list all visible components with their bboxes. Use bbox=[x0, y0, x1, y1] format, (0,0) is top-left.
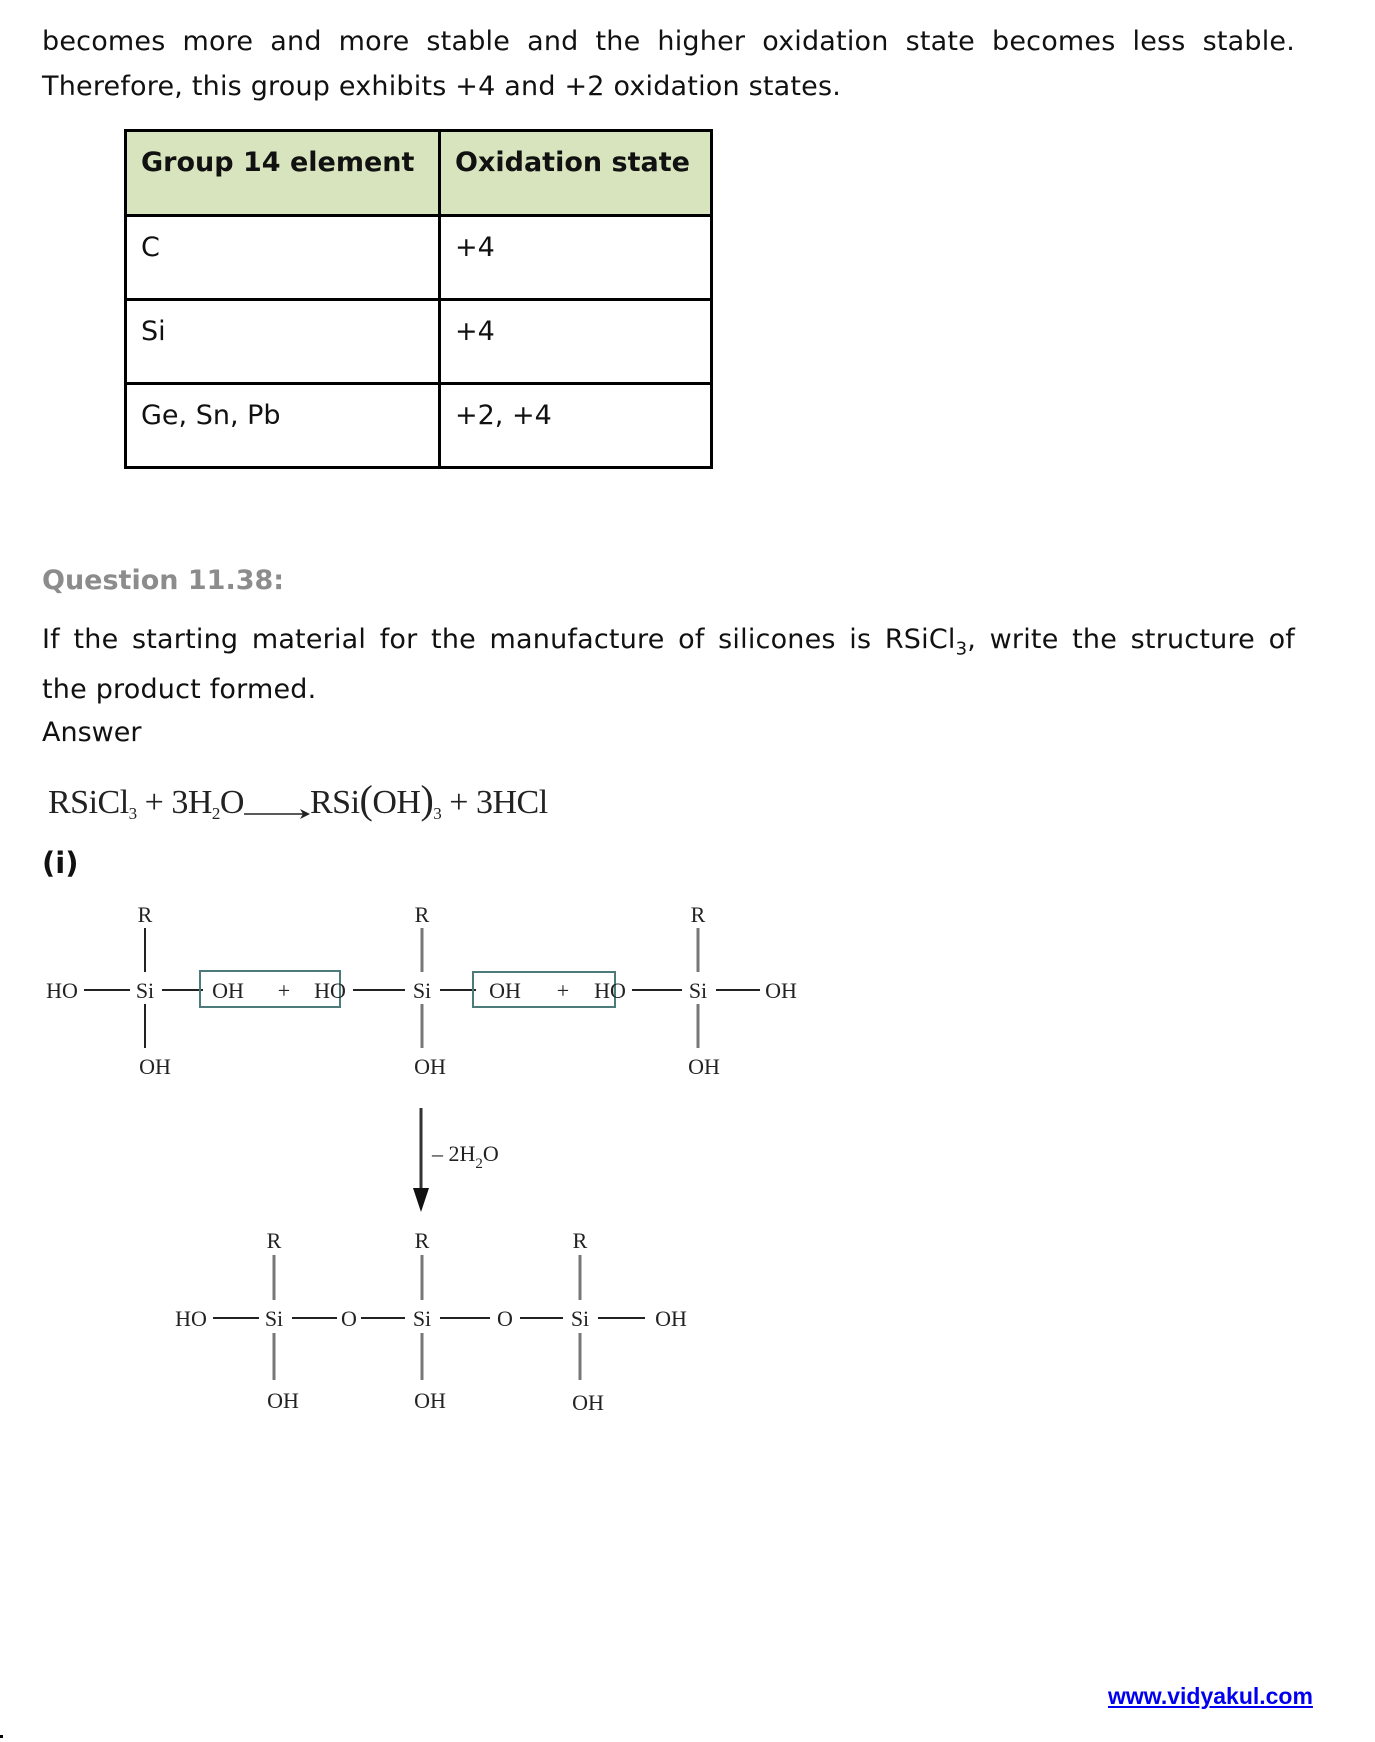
table-row bbox=[126, 216, 712, 300]
r-group: R bbox=[414, 902, 430, 927]
intro-line-1: becomes more and more stable and the higher oxidation state becomes less stable. bbox=[42, 26, 1295, 57]
product-unit-1 bbox=[265, 1228, 299, 1413]
si-atom: Si bbox=[264, 1306, 284, 1331]
question-text-tail: , write the structure of bbox=[967, 624, 1295, 655]
si-atom: Si bbox=[412, 1306, 432, 1331]
r-group: R bbox=[137, 902, 153, 927]
eq-reactant-1-sub: 3 bbox=[128, 804, 137, 823]
eq-product-2: 3HCl bbox=[475, 784, 548, 821]
oxidation-state-table bbox=[124, 129, 713, 469]
table-cell-element: Ge, Sn, Pb bbox=[126, 384, 440, 468]
table-header-row bbox=[126, 131, 712, 216]
vidyakul-link[interactable]: www.vidyakul.com bbox=[1108, 1683, 1313, 1709]
question-title: Question 11.38: bbox=[42, 565, 285, 596]
question-text-main: If the starting material for the manufacture of silicones is RSiCl bbox=[42, 624, 956, 655]
page-artifact-dot bbox=[0, 1735, 3, 1738]
eq-paren-close: ) bbox=[420, 777, 434, 822]
eq-product-1a: RSi bbox=[309, 784, 360, 821]
part-label: (i) bbox=[42, 846, 79, 880]
reactant-unit-1 bbox=[46, 902, 244, 1079]
r-group: R bbox=[266, 1228, 282, 1253]
table-cell-element: C bbox=[126, 216, 440, 300]
condensation-diagram bbox=[0, 880, 820, 1440]
eq-reactant-1: RSiCl bbox=[48, 784, 129, 821]
product-unit-2 bbox=[413, 1228, 446, 1413]
oh-group: OH bbox=[139, 1054, 171, 1079]
table-cell-oxidation: +2, +4 bbox=[440, 384, 712, 468]
oh-group: OH bbox=[688, 1054, 720, 1079]
bridge-oxygen: O bbox=[497, 1306, 513, 1331]
table-cell-oxidation: +4 bbox=[440, 300, 712, 384]
plus-sign: + bbox=[556, 978, 570, 1003]
table-row bbox=[126, 384, 712, 468]
product-unit-3 bbox=[571, 1228, 604, 1415]
oh-group: OH bbox=[212, 978, 244, 1003]
question-text-line-2: the product formed. bbox=[42, 674, 317, 705]
reaction-down-arrow-icon bbox=[413, 1108, 429, 1212]
reactant-unit-3 bbox=[594, 902, 797, 1079]
eq-product-1-sub: 3 bbox=[433, 804, 442, 823]
eq-plus-1: + bbox=[144, 784, 164, 821]
oh-group: OH bbox=[489, 978, 521, 1003]
eq-plus-2: + bbox=[449, 784, 468, 821]
table-cell-element: Si bbox=[126, 300, 440, 384]
question-text-subscript: 3 bbox=[955, 638, 968, 660]
reaction-equation bbox=[48, 776, 548, 824]
oh-group: OH bbox=[765, 978, 797, 1003]
eq-product-1-group: OH bbox=[372, 784, 421, 821]
oh-group: OH bbox=[572, 1390, 604, 1415]
si-atom: Si bbox=[688, 978, 708, 1003]
reactant-unit-2 bbox=[314, 902, 521, 1079]
reaction-arrow-icon bbox=[244, 795, 310, 815]
table-cell-oxidation: +4 bbox=[440, 216, 712, 300]
water-loss-label: – $2H_2O$ bbox=[432, 1141, 499, 1172]
eq-reactant-2b: O bbox=[219, 784, 244, 821]
ho-group: HO bbox=[314, 978, 346, 1003]
si-atom: Si bbox=[412, 978, 432, 1003]
table-row bbox=[126, 300, 712, 384]
plus-sign: + bbox=[277, 978, 291, 1003]
oh-group: OH bbox=[414, 1388, 446, 1413]
table-header-oxidation: Oxidation state bbox=[440, 131, 712, 216]
r-group: R bbox=[414, 1228, 430, 1253]
r-group: R bbox=[690, 902, 706, 927]
oh-group: OH bbox=[267, 1388, 299, 1413]
si-atom: Si bbox=[135, 978, 155, 1003]
intro-line-2: Therefore, this group exhibits +4 and +2 oxidation states. bbox=[42, 71, 842, 102]
ho-group: HO bbox=[46, 978, 78, 1003]
ho-group: HO bbox=[594, 978, 626, 1003]
eq-reactant-2a: 3H bbox=[171, 784, 212, 821]
eq-reactant-2-sub: 2 bbox=[211, 804, 220, 823]
oh-group: OH bbox=[414, 1054, 446, 1079]
answer-label: Answer bbox=[42, 717, 142, 748]
bridge-oxygen: O bbox=[341, 1306, 357, 1331]
si-atom: Si bbox=[570, 1306, 590, 1331]
ho-group: HO bbox=[175, 1306, 207, 1331]
oh-group: OH bbox=[655, 1306, 687, 1331]
table-header-element: Group 14 element bbox=[126, 131, 440, 216]
r-group: R bbox=[572, 1228, 588, 1253]
eq-paren-open: ( bbox=[359, 777, 373, 822]
